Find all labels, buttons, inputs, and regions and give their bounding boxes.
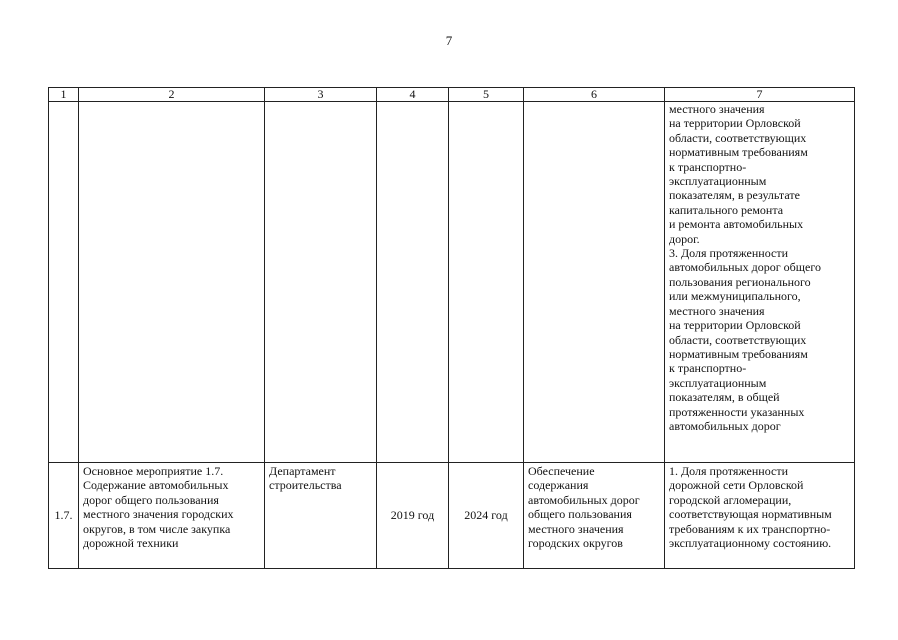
header-row [49,88,855,102]
indicator-cell: местного значения на территории Орловской области, соответствующих нормативным требованиям к транспортно- эксплуатационным показателям, в результате капитального ремонта и ремонта автомобильных дорог. 3. Доля протяженности автомобильных дорог общего пользования регионального или межмуниципального, местного значения на территории Орловской области, соответствующих нормативным требованиям к транспортно- эксплуатационным показателям, в общей протяженности указанных автомобильных дорог [665,102,855,463]
end-year-cell [449,102,524,463]
measure-name-cell: Основное мероприятие 1.7. Содержание автомобильных дорог общего пользования местного значения городских округов, в том числе закупка дорожной техники [79,463,265,569]
column-header-5: 5 [449,88,524,102]
expected-result-cell [524,102,665,463]
column-header-6: 6 [524,88,665,102]
measure-name-cell [79,102,265,463]
column-header-4: 4 [377,88,449,102]
responsible-cell [265,102,377,463]
column-header-3: 3 [265,88,377,102]
row-number-cell [49,102,79,463]
measures-table [48,87,855,569]
indicator-cell: 1. Доля протяженности дорожной сети Орловской городской агломерации, соответствующая нормативным требованиям к их транспортно- эксплуатационному состоянию. [665,463,855,569]
column-header-2: 2 [79,88,265,102]
row-number-cell: 1.7. [49,463,79,569]
start-year-cell [377,102,449,463]
column-header-1: 1 [49,88,79,102]
page-number: 7 [445,33,453,48]
responsible-cell: Департамент строительства [265,463,377,569]
start-year-cell: 2019 год [377,463,449,569]
table-row [49,102,855,463]
column-header-7: 7 [665,88,855,102]
table-row [49,463,855,569]
end-year-cell: 2024 год [449,463,524,569]
expected-result-cell: Обеспечение содержания автомобильных дорог общего пользования местного значения городских округов [524,463,665,569]
